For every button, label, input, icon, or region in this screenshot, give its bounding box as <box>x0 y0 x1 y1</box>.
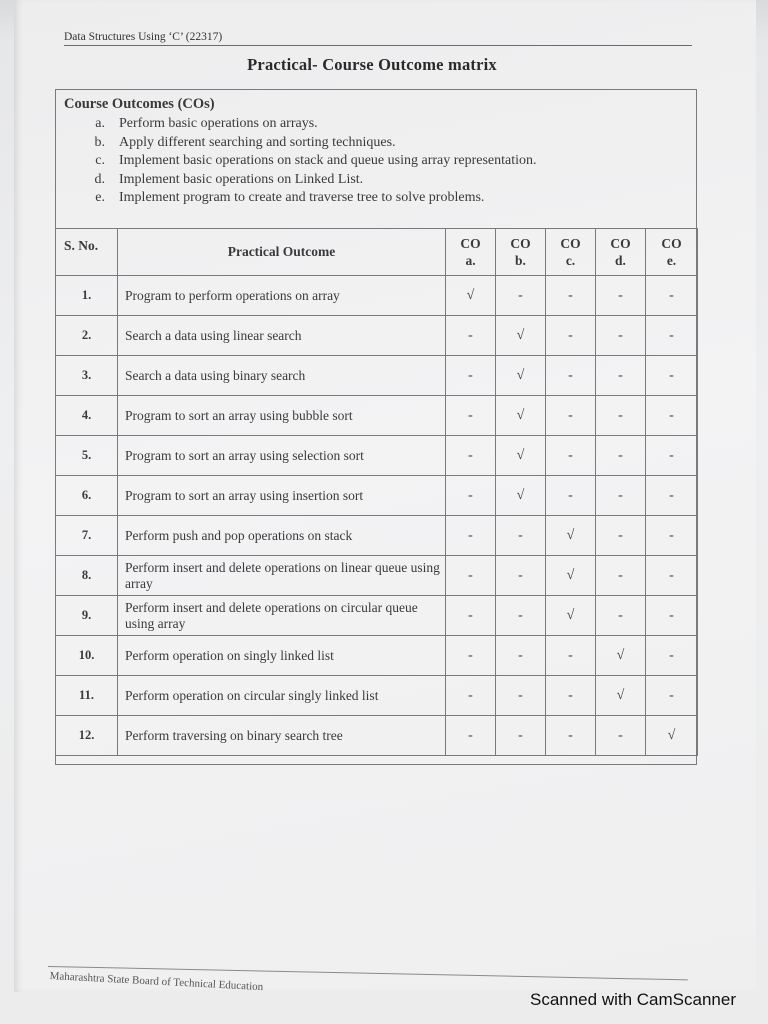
row-practical-outcome: Search a data using binary search <box>118 356 446 396</box>
row-co-d-mark: √ <box>596 636 646 676</box>
row-co-c-mark: - <box>546 716 596 756</box>
row-practical-outcome: Search a data using linear search <box>118 316 446 356</box>
row-sno: 5. <box>56 436 118 476</box>
row-co-b-mark: - <box>496 636 546 676</box>
row-co-e-mark: - <box>646 516 698 556</box>
co-b-header: CO b. <box>496 229 546 276</box>
row-co-d-mark: - <box>596 316 646 356</box>
row-co-e-mark: - <box>646 396 698 436</box>
row-co-c-mark: - <box>546 396 596 436</box>
row-practical-outcome: Perform insert and delete operations on linear queue using array <box>118 556 446 596</box>
row-co-e-mark: - <box>646 596 698 636</box>
table-row <box>56 316 698 356</box>
row-co-d-mark: - <box>596 556 646 596</box>
row-sno: 2. <box>56 316 118 356</box>
row-co-b-mark: - <box>496 716 546 756</box>
practical-outcome-header: Practical Outcome <box>118 229 446 276</box>
row-practical-outcome: Program to sort an array using selection sort <box>118 436 446 476</box>
row-co-d-mark: - <box>596 716 646 756</box>
row-co-b-mark: √ <box>496 316 546 356</box>
outcome-matrix <box>55 89 697 765</box>
row-co-d-mark: √ <box>596 676 646 716</box>
table-row <box>56 436 698 476</box>
row-co-c-mark: - <box>546 356 596 396</box>
row-co-a-mark: - <box>446 356 496 396</box>
row-co-c-mark: - <box>546 676 596 716</box>
row-co-e-mark: - <box>646 436 698 476</box>
table-row <box>56 516 698 556</box>
course-outcome-text: Implement program to create and traverse tree to solve problems. <box>119 190 485 205</box>
outcome-table <box>55 228 698 756</box>
course-outcome-letter: a. <box>95 116 105 131</box>
row-co-a-mark: - <box>446 636 496 676</box>
row-practical-outcome: Program to sort an array using bubble sort <box>118 396 446 436</box>
table-row <box>56 636 698 676</box>
table-row <box>56 276 698 316</box>
row-co-b-mark: √ <box>496 396 546 436</box>
row-co-c-mark: - <box>546 276 596 316</box>
row-co-b-mark: - <box>496 556 546 596</box>
row-co-d-mark: - <box>596 476 646 516</box>
course-outcome-letter: e. <box>95 190 105 205</box>
row-sno: 10. <box>56 636 118 676</box>
row-co-b-mark: √ <box>496 436 546 476</box>
row-co-b-mark: √ <box>496 356 546 396</box>
row-sno: 8. <box>56 556 118 596</box>
camscanner-watermark: Scanned with CamScanner <box>529 990 736 1009</box>
row-sno: 7. <box>56 516 118 556</box>
row-co-e-mark: - <box>646 556 698 596</box>
page-title: Practical- Course Outcome matrix <box>247 55 497 74</box>
row-practical-outcome: Perform push and pop operations on stack <box>118 516 446 556</box>
row-sno: 1. <box>56 276 118 316</box>
course-outcome-item <box>64 115 688 134</box>
paper-sheet <box>14 0 756 992</box>
row-sno: 3. <box>56 356 118 396</box>
row-co-e-mark: - <box>646 676 698 716</box>
row-co-e-mark: - <box>646 636 698 676</box>
co-e-header: CO e. <box>646 229 698 276</box>
row-sno: 9. <box>56 596 118 636</box>
table-row <box>56 556 698 596</box>
row-practical-outcome: Perform traversing on binary search tree <box>118 716 446 756</box>
row-co-e-mark: √ <box>646 716 698 756</box>
row-co-d-mark: - <box>596 596 646 636</box>
row-co-e-mark: - <box>646 276 698 316</box>
table-row <box>56 476 698 516</box>
course-outcome-item <box>64 189 688 208</box>
course-outcomes-heading: Course Outcomes (COs) <box>64 96 215 112</box>
row-co-c-mark: √ <box>546 596 596 636</box>
page-header <box>64 31 692 46</box>
row-co-c-mark: - <box>546 436 596 476</box>
row-co-c-mark: √ <box>546 516 596 556</box>
row-co-d-mark: - <box>596 356 646 396</box>
course-outcome-text: Apply different searching and sorting techniques. <box>119 134 396 150</box>
co-a-header: CO a. <box>446 229 496 276</box>
row-sno: 4. <box>56 396 118 436</box>
row-co-a-mark: - <box>446 436 496 476</box>
row-practical-outcome: Program to sort an array using insertion sort <box>118 476 446 516</box>
co-c-header: CO c. <box>546 229 596 276</box>
row-practical-outcome: Perform operation on circular singly linked list <box>118 676 446 716</box>
row-co-d-mark: - <box>596 436 646 476</box>
table-row <box>56 596 698 636</box>
row-co-a-mark: - <box>446 596 496 636</box>
row-co-a-mark: - <box>446 516 496 556</box>
course-outcome-item <box>64 134 688 153</box>
table-row <box>56 396 698 436</box>
row-co-c-mark: √ <box>546 556 596 596</box>
course-outcome-text: Implement basic operations on stack and queue using array representation. <box>119 153 537 168</box>
course-outcome-text: Perform basic operations on arrays. <box>119 116 318 131</box>
table-row <box>56 356 698 396</box>
row-co-a-mark: √ <box>446 276 496 316</box>
row-co-c-mark: - <box>546 316 596 356</box>
row-practical-outcome: Program to perform operations on array <box>118 276 446 316</box>
course-outcome-item <box>64 152 688 171</box>
row-sno: 12. <box>56 716 118 756</box>
row-co-e-mark: - <box>646 476 698 516</box>
table-row <box>56 716 698 756</box>
row-sno: 11. <box>56 676 118 716</box>
row-co-e-mark: - <box>646 316 698 356</box>
row-co-a-mark: - <box>446 716 496 756</box>
row-co-d-mark: - <box>596 396 646 436</box>
row-co-d-mark: - <box>596 516 646 556</box>
course-name: Data Structures Using ‘C’ (22317) <box>64 31 223 43</box>
course-outcome-letter: c. <box>95 153 105 168</box>
course-outcomes-items <box>64 115 688 208</box>
row-co-a-mark: - <box>446 476 496 516</box>
row-co-b-mark: - <box>496 276 546 316</box>
course-outcome-letter: b. <box>94 134 105 150</box>
row-co-b-mark: √ <box>496 476 546 516</box>
row-co-d-mark: - <box>596 276 646 316</box>
row-co-a-mark: - <box>446 316 496 356</box>
row-practical-outcome: Perform operation on singly linked list <box>118 636 446 676</box>
sno-header: S. No. <box>56 229 118 276</box>
course-outcome-item <box>64 171 688 190</box>
co-d-header: CO d. <box>596 229 646 276</box>
table-header-row <box>56 229 698 276</box>
row-co-c-mark: - <box>546 636 596 676</box>
row-co-c-mark: - <box>546 476 596 516</box>
table-body <box>56 276 698 756</box>
row-co-b-mark: - <box>496 516 546 556</box>
row-co-b-mark: - <box>496 596 546 636</box>
row-co-a-mark: - <box>446 556 496 596</box>
row-co-e-mark: - <box>646 356 698 396</box>
row-sno: 6. <box>56 476 118 516</box>
row-co-b-mark: - <box>496 676 546 716</box>
row-practical-outcome: Perform insert and delete operations on circular queue using array <box>118 596 446 636</box>
course-outcome-letter: d. <box>94 171 105 187</box>
table-row <box>56 676 698 716</box>
course-outcomes-list <box>64 96 688 208</box>
row-co-a-mark: - <box>446 676 496 716</box>
footer-board-name: Maharashtra State Board of Technical Education <box>49 970 264 994</box>
course-outcome-text: Implement basic operations on Linked List. <box>119 171 364 187</box>
row-co-a-mark: - <box>446 396 496 436</box>
